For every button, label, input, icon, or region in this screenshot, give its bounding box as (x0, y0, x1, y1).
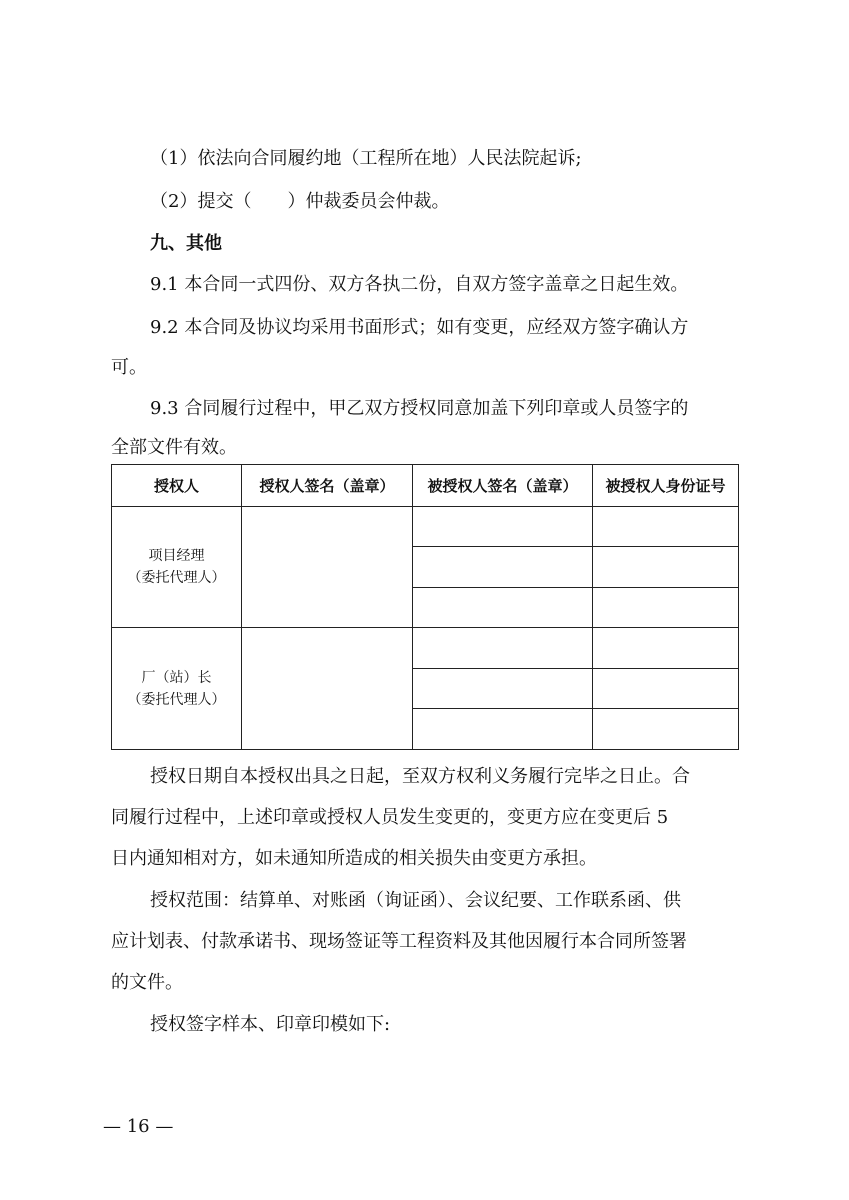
clause-9-2-line-2: 可。 (111, 357, 147, 378)
auth-date-line-1: 授权日期自本授权出具之日起，至双方权利义务履行完毕之日止。合 (150, 766, 690, 787)
id-number-cell (593, 668, 739, 709)
role-line: 厂（站）长 (141, 669, 212, 686)
auth-date-line-3: 日内通知相对方，如未通知所造成的相关损失由变更方承担。 (111, 848, 597, 869)
id-number-cell (593, 587, 739, 628)
role-line: （委托代理人） (127, 569, 226, 586)
auth-date-line-2: 同履行过程中，上述印章或授权人员发生变更的，变更方应在变更后 5 (111, 807, 669, 828)
clause-9-2-line-1: 9.2 本合同及协议均采用书面形式；如有变更，应经双方签字确认方 (150, 317, 689, 338)
paragraph-line-1: （1）依法向合同履约地（工程所在地）人民法院起诉; (150, 148, 582, 169)
table-row (112, 506, 739, 547)
role-plant-manager (112, 628, 242, 750)
table-row (112, 628, 739, 669)
signature-sample-line: 授权签字样本、印章印模如下: (150, 1014, 391, 1035)
authorized-signature-cell (413, 668, 593, 709)
section-heading: 九、其他 (150, 233, 222, 254)
table-header-row (112, 465, 739, 507)
signature-cell (242, 506, 413, 628)
authorized-signature-cell (413, 709, 593, 750)
header-authorizer-signature: 授权人签名（盖章） (242, 465, 413, 507)
id-number-cell (593, 709, 739, 750)
clause-9-3-line-1: 9.3 合同履行过程中，甲乙双方授权同意加盖下列印章或人员签字的 (150, 398, 689, 419)
page-number: — 16 — (103, 1116, 174, 1137)
auth-scope-line-2: 应计划表、付款承诺书、现场签证等工程资料及其他因履行本合同所签署 (111, 931, 687, 952)
id-number-cell (593, 506, 739, 547)
authorized-signature-cell (413, 506, 593, 547)
auth-scope-line-1: 授权范围：结算单、对账函（询证函）、会议纪要、工作联系函、供 (150, 890, 681, 911)
id-number-cell (593, 628, 739, 669)
auth-scope-line-3: 的文件。 (111, 972, 183, 993)
id-number-cell (593, 547, 739, 588)
authorized-signature-cell (413, 547, 593, 588)
clause-9-1: 9.1 本合同一式四份、双方各执二份，自双方签字盖章之日起生效。 (150, 274, 689, 295)
paragraph-line-2: （2）提交（ ）仲裁委员会仲裁。 (150, 191, 450, 212)
header-authorized-id: 被授权人身份证号 (593, 465, 739, 507)
authorization-table (111, 464, 739, 750)
clause-9-3-line-2: 全部文件有效。 (111, 437, 237, 458)
authorized-signature-cell (413, 628, 593, 669)
header-authorized-signature: 被授权人签名（盖章） (413, 465, 593, 507)
role-line: （委托代理人） (127, 691, 226, 708)
role-project-manager (112, 506, 242, 628)
authorized-signature-cell (413, 587, 593, 628)
signature-cell (242, 628, 413, 750)
header-authorizer: 授权人 (112, 465, 242, 507)
role-line: 项目经理 (148, 547, 205, 564)
